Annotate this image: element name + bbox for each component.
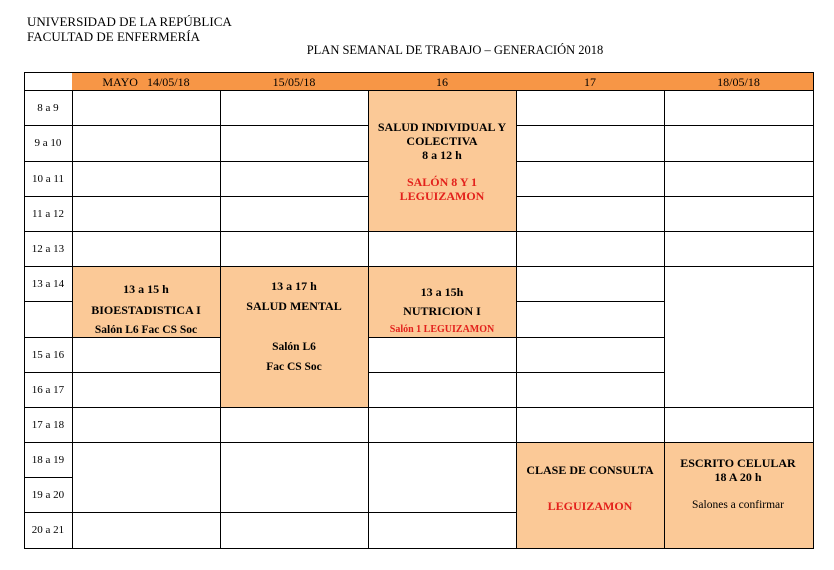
grid-line — [72, 512, 221, 513]
grid-line — [24, 548, 814, 549]
course-name: ESCRITO CELULAR — [680, 456, 796, 470]
grid-line — [516, 231, 665, 232]
grid-line — [220, 231, 369, 232]
grid-line — [516, 125, 665, 126]
grid-line — [516, 266, 665, 267]
course-room: LEGUIZAMON — [399, 189, 485, 203]
course-name: SALUD INDIVIDUAL Y — [377, 120, 507, 134]
time-slot-label — [24, 301, 72, 337]
grid-line — [220, 161, 369, 162]
course-name: CLASE DE CONSULTA — [526, 463, 654, 477]
faculty-name: FACULTAD DE ENFERMERÍA — [27, 29, 201, 44]
grid-line — [664, 231, 814, 232]
course-name: NUTRICION I — [403, 304, 481, 318]
grid-line — [516, 407, 665, 408]
grid-line — [664, 125, 814, 126]
course-room: Salón L6 Fac CS Soc — [94, 324, 198, 336]
grid-line — [368, 407, 517, 408]
grid-line — [368, 337, 517, 338]
course-room: SALÓN 8 Y 1 — [406, 175, 478, 189]
course-name: BIOESTADISTICA I — [91, 303, 201, 317]
grid-line — [220, 266, 369, 267]
grid-line — [72, 407, 221, 408]
grid-line — [72, 161, 221, 162]
grid-line — [24, 90, 814, 91]
grid-line — [664, 196, 814, 197]
time-slot-label: 19 a 20 — [31, 488, 65, 501]
course-room: Salones a confirmar — [692, 499, 784, 511]
course-room: Salón 1 LEGUIZAMON — [389, 324, 495, 335]
course-hours: 13 a 15 h — [123, 282, 169, 296]
grid-line — [516, 196, 665, 197]
block-clase-consulta — [516, 442, 664, 548]
grid-line — [72, 231, 221, 232]
course-room: Fac CS Soc — [266, 361, 322, 373]
time-slot-label: 8 a 9 — [37, 101, 59, 114]
grid-line — [813, 72, 814, 549]
grid-line — [516, 372, 665, 373]
grid-line — [516, 442, 665, 443]
grid-line — [368, 442, 517, 443]
grid-line — [368, 266, 517, 267]
grid-line — [220, 407, 369, 408]
grid-line — [516, 337, 665, 338]
plan-title: PLAN SEMANAL DE TRABAJO – GENERACIÓN 2018 — [306, 43, 604, 57]
course-room: Salón L6 — [272, 341, 316, 353]
grid-line — [220, 442, 369, 443]
column-header-5: 18/05/18 — [664, 73, 813, 90]
time-slot-label: 17 a 18 — [31, 418, 65, 431]
course-hours: 8 a 12 h — [422, 148, 462, 162]
course-name: SALUD MENTAL — [246, 299, 342, 313]
course-room: LEGUIZAMON — [547, 499, 633, 513]
column-header-2: 15/05/18 — [220, 73, 368, 90]
time-slot-label: 18 a 19 — [31, 453, 65, 466]
column-header-3: 16 — [368, 73, 516, 90]
course-hours: 18 A 20 h — [714, 470, 762, 484]
time-slot-label: 12 a 13 — [31, 242, 65, 255]
time-slot-label: 15 a 16 — [31, 348, 65, 361]
grid-line — [72, 442, 221, 443]
column-header-1: MAYO 14/05/18 — [72, 73, 220, 90]
grid-line — [664, 161, 814, 162]
grid-line — [368, 372, 517, 373]
grid-line — [368, 231, 517, 232]
time-slot-label: 16 a 17 — [31, 383, 65, 396]
grid-line — [220, 125, 369, 126]
column-header-4: 17 — [516, 73, 664, 90]
grid-line — [664, 266, 814, 267]
grid-line — [72, 337, 221, 338]
grid-line — [664, 407, 814, 408]
grid-line — [220, 196, 369, 197]
time-slot-label: 11 a 12 — [32, 207, 64, 220]
course-hours: 13 a 15h — [420, 285, 464, 299]
grid-line — [664, 442, 814, 443]
grid-line — [72, 125, 221, 126]
grid-line — [220, 512, 369, 513]
grid-line — [516, 301, 665, 302]
time-slot-label: 10 a 11 — [32, 172, 64, 185]
time-slot-label: 9 a 10 — [34, 137, 62, 149]
grid-line — [72, 196, 221, 197]
time-slot-label: 20 a 21 — [31, 524, 65, 536]
grid-line — [368, 512, 517, 513]
course-hours: 13 a 17 h — [271, 279, 317, 293]
time-slot-label: 13 a 14 — [31, 277, 65, 290]
grid-line — [72, 266, 221, 267]
grid-line — [516, 161, 665, 162]
grid-line — [72, 372, 221, 373]
university-name: UNIVERSIDAD DE LA REPÚBLICA — [27, 14, 232, 29]
course-name: COLECTIVA — [406, 134, 478, 148]
